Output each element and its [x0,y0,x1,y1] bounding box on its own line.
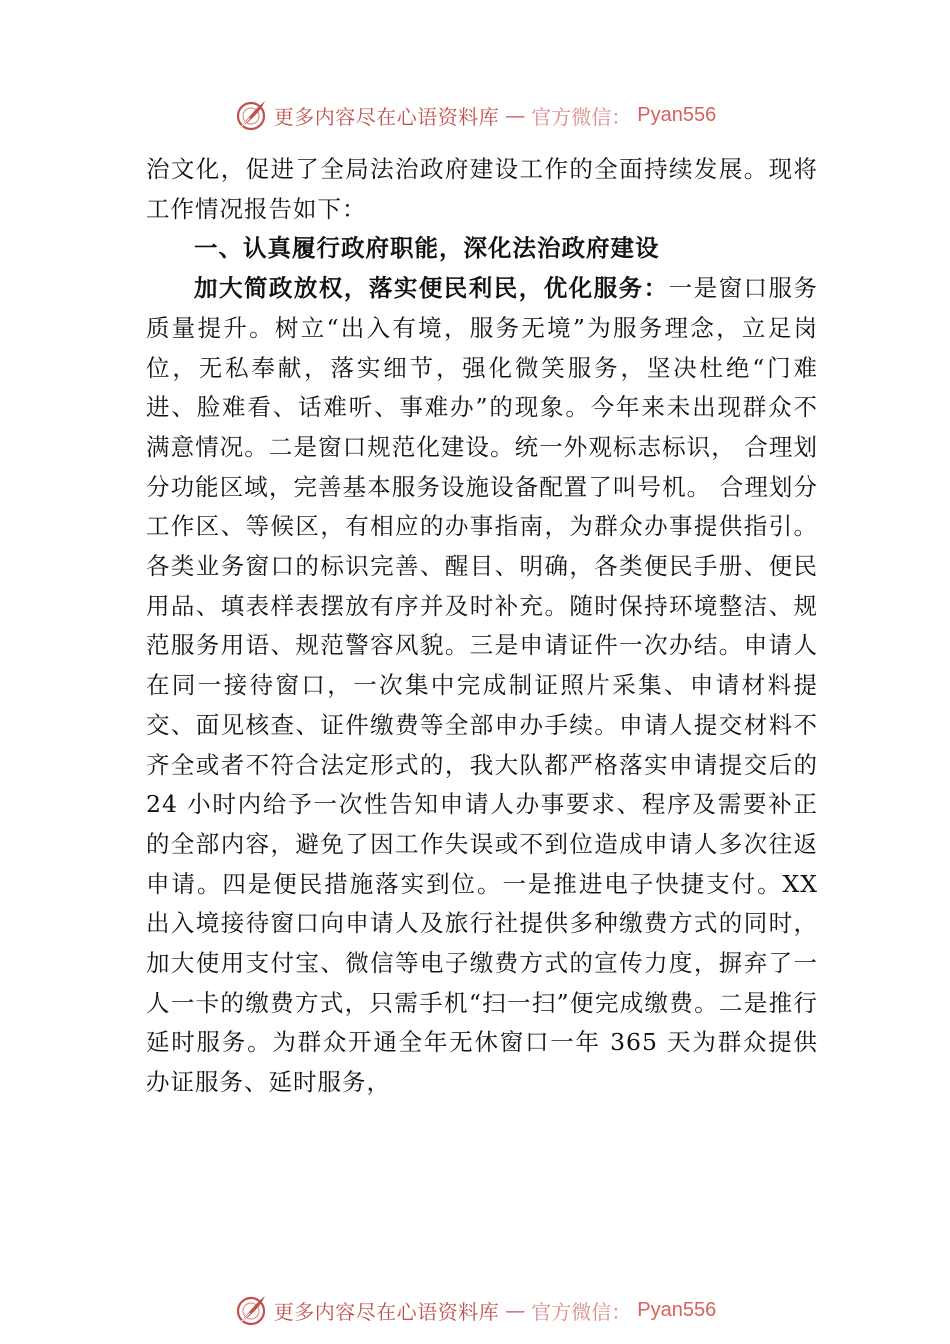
section-heading: 一、认真履行政府职能，深化法治政府建设 [194,234,660,263]
service-paragraph [146,269,818,1103]
paragraph-lead-bold: 加大简政放权，落实便民利民，优化服务： [194,274,669,303]
quill-logo-icon [234,1293,268,1327]
watermark-dash: — [505,1298,526,1322]
watermark-label: 官方微信： [531,1299,632,1324]
quill-logo-icon [234,98,268,132]
watermark-dash: — [505,103,526,127]
watermark-brand: 更多内容尽在心语资料库 [273,1299,500,1324]
footer-watermark [0,1290,950,1330]
intro-paragraph: 治文化，促进了全局法治政府建设工作的全面持续发展。现将工作情况报告如下： [146,155,818,223]
watermark-brand: 更多内容尽在心语资料库 [273,104,500,129]
watermark-wechat-id: Pyan556 [637,1298,717,1321]
header-watermark [0,95,950,135]
document-body [146,150,818,1103]
paragraph-text: 一是窗口服务质量提升。树立“出入有境，服务无境”为服务理念，立足岗位，无私奉献，落实细节，强化微笑服务，坚决杜绝“门难进、脸难看、话难听、事难办”的现象。今年来未出现群众不满意情况。二是窗口规范化建设。统一外观标志标识， 合理划分功能区域，完善基本服务设施设备配置了叫号机。 合理划分工作区、等候区，有相应的办事指南，为群众办事提供指引。各类业务窗口的标识完善、醒目、明确，各类便民手册、便民用品、填表样表摆放有序并及时补充。随时保持环境整洁、规范服务用语、规范警容风貌。三是申请证件一次办结。申请人在同一接待窗口，一次集中完成制证照片采集、申请材料提交、面见核查、证件缴费等全部申办手续。申请人提交材料不齐全或者不符合法定形式的，我大队都严格落实申请提交后的 24 小时内给予一次性告知申请人办事要求、程序及需要补正的全部内容，避免了因工作失误或不到位造成申请人多次往返申请。四是便民措施落实到位。一是推进电子快捷支付。XX 出入境接待窗口向申请人及旅行社提供多种缴费方式的同时，加大使用支付宝、微信等电子缴费方式的宣传力度，摒弃了一人一卡的缴费方式，只需手机“扫一扫”便完成缴费。二是推行延时服务。为群众开通全年无休窗口一年 365 天为群众提供办证服务、延时服务， [146,274,819,1097]
watermark-wechat-id: Pyan556 [637,103,717,126]
watermark-label: 官方微信： [531,104,632,129]
